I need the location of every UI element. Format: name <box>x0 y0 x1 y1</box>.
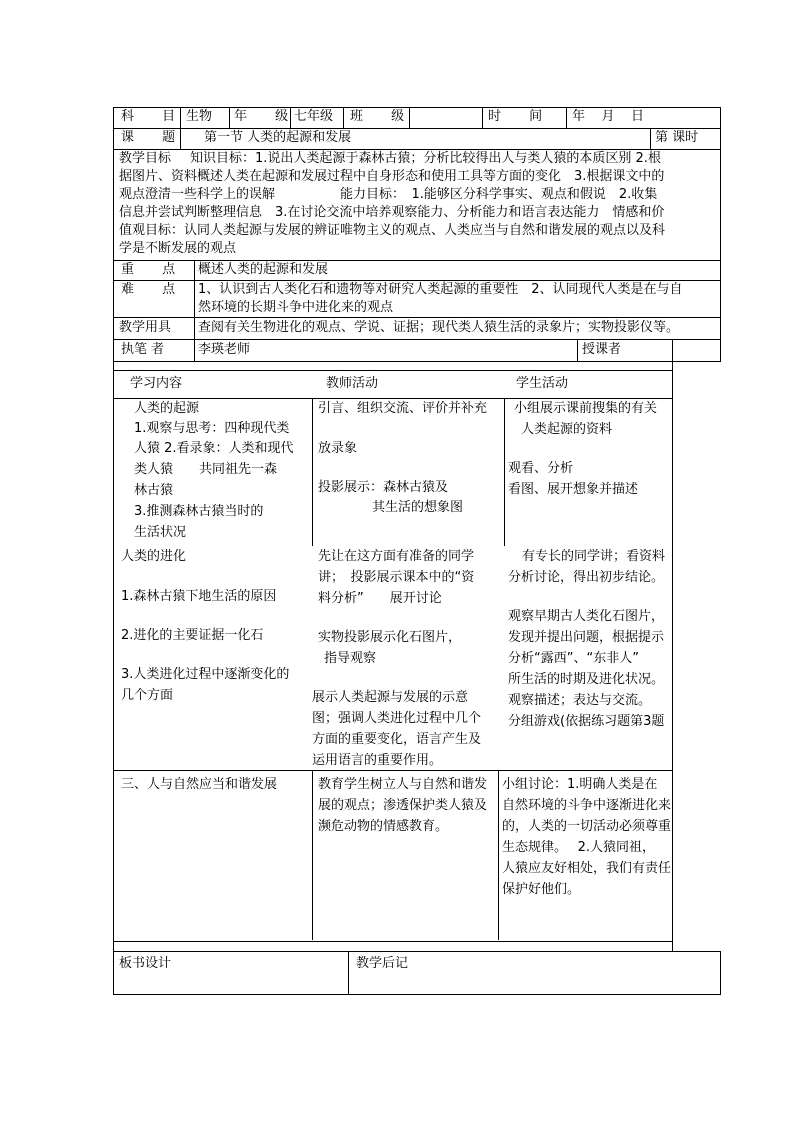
column-header-content: 学习内容 <box>130 376 183 391</box>
content-line: 人类的起源 <box>134 401 200 416</box>
teacher-activity-line: 料分析” 展开讨论 <box>318 591 442 606</box>
student-activity-line: 小组讨论：1.明确人类是在 <box>502 777 658 792</box>
table-line <box>343 107 344 128</box>
objectives-line: 信息并尝试判断整理信息 3.在讨论交流中培养观察能力、分析能力和语言表达能力 情感和价 <box>119 205 665 220</box>
table-line <box>650 128 651 149</box>
student-activity-line: 观察早期古人类化石图片， <box>508 609 665 624</box>
table-line <box>113 398 673 399</box>
teacher-activity-line: 实物投影展示化石图片， <box>318 630 462 645</box>
table-line <box>482 107 483 128</box>
table-line <box>348 951 349 995</box>
table-line <box>504 398 505 546</box>
objectives-line: 学是不断发展的观点 <box>119 241 237 256</box>
content-line: 人猿 2.看录象：人类和现代 <box>134 441 294 456</box>
teacher-activity-line: 讲； 投影展示课本中的“资 <box>318 570 475 585</box>
content-line: 3.人类进化过程中逐渐变化的 <box>121 667 290 682</box>
student-activity-line: 人猿应友好相处，我们有责任 <box>502 861 672 876</box>
objectives-line: 知识目标：1.说出人类起源于森林古猿；分析比较得出人与类人猿的本质区别 2.根 <box>190 151 661 166</box>
objectives-line: 值观目标：认同人类起源与发展的辨证唯物主义的观点、人类应当与自然和谐发展的观点以及科 <box>119 223 666 238</box>
student-activity-line: 的，人类的一切活动必须尊重 <box>502 819 672 834</box>
topic-label: 课 题 <box>121 130 188 145</box>
table-line <box>113 994 721 995</box>
content-line: 三、人与自然应当和谐发展 <box>121 777 278 792</box>
objectives-label: 教学目标 <box>119 151 172 166</box>
teacher-activity-line: 展的观点；渗透保护类人猿及 <box>318 798 488 813</box>
student-activity-line: 所生活的时期及进化状况。 <box>508 672 665 687</box>
table-line <box>577 339 578 361</box>
teacher-activity-line: 方面的重要变化，语言产生及 <box>312 732 482 747</box>
table-line <box>194 260 195 361</box>
teacher-activity-line: 引言、组织交流、评价并补充 <box>318 401 488 416</box>
teacher-activity-line: 投影展示：森林古猿及 <box>318 480 449 495</box>
student-activity-line: 自然环境的斗争中逐渐进化来 <box>502 798 672 813</box>
table-line <box>113 361 721 362</box>
grade-value: 七年级 <box>294 109 334 124</box>
materials-value: 查阅有关生物进化的观点、学说、证据；现代类人猿生活的录象片；实物投影仪等。 <box>198 320 680 335</box>
student-activity-line: 分析“露西”、“东非人” <box>508 651 639 666</box>
student-activity-line: 看图、展开想象并描述 <box>508 482 639 497</box>
teacher-activity-line: 运用语言的重要作用。 <box>312 753 443 768</box>
table-line <box>229 107 230 128</box>
teacher-activity-line: 图；强调人类进化过程中几个 <box>312 711 482 726</box>
table-line <box>113 107 114 995</box>
student-activity-line: 观察描述；表达与交流。 <box>508 693 652 708</box>
teacher-activity-line: 其生活的想象图 <box>372 500 464 515</box>
grade-label: 年 级 <box>234 109 301 124</box>
student-activity-line: 生态规律。 2.人猿同祖， <box>502 840 656 855</box>
objectives-line: 据图片、资料概述人类在起源和发展过程中自身形态和使用工具等方面的变化 3.根据课文中的 <box>119 169 665 184</box>
content-line: 几个方面 <box>121 688 174 703</box>
content-line: 2.进化的主要证据一化石 <box>121 628 264 643</box>
student-activity-line: 观看、分析 <box>508 461 574 476</box>
key-point-label: 重 点 <box>121 262 188 277</box>
reflection-label: 教学后记 <box>356 956 409 971</box>
table-line <box>113 370 673 371</box>
teacher-activity-line: 教育学生树立人与自然和谐发 <box>318 777 488 792</box>
date-text: 年 月 日 <box>572 109 645 124</box>
table-line <box>720 951 721 995</box>
difficulty-label: 难 点 <box>121 282 188 297</box>
writer-label: 执笔 者 <box>121 342 165 357</box>
table-line <box>312 398 313 546</box>
difficulty-line: 1、认识到古人类化石和遗物等对研究人类起源的重要性 2、认同现代人类是在与自 <box>198 282 683 297</box>
student-activity-line: 保护好他们。 <box>502 882 581 897</box>
key-point-value: 概述人类的起源和发展 <box>198 262 329 277</box>
teacher-activity-line: 指导观察 <box>324 651 377 666</box>
content-line: 生活状况 <box>134 525 187 540</box>
teacher-activity-line: 先让在这方面有准备的同学 <box>318 549 475 564</box>
board-design-label: 板书设计 <box>119 956 172 971</box>
teacher-activity-line: 展示人类起源与发展的示意 <box>312 690 469 705</box>
subject-value: 生物 <box>186 109 213 124</box>
subject-label: 科 目 <box>121 109 188 124</box>
table-line <box>113 951 721 952</box>
table-line <box>672 339 673 951</box>
teacher-activity-line: 放录象 <box>318 441 358 456</box>
table-line <box>113 317 721 318</box>
table-line <box>113 339 721 340</box>
content-line: 1.观察与思考：四种现代类 <box>134 421 290 436</box>
period-label: 第 课时 <box>655 130 699 145</box>
materials-label: 教学用具 <box>119 320 172 335</box>
student-activity-line: 有专长的同学讲；看资料 <box>522 549 666 564</box>
column-header-student: 学生活动 <box>516 376 569 391</box>
objectives-line: 观点澄清一些科学上的误解 能力目标： 1.能够区分科学事实、观点和假说 2.收集 <box>119 187 658 202</box>
teacher-label: 授课者 <box>582 342 622 357</box>
student-activity-line: 分组游戏(依据练习题第3题 <box>508 714 665 729</box>
student-activity-line: 发现并提出问题，根据提示 <box>508 630 665 645</box>
student-activity-line: 小组展示课前搜集的有关 <box>514 401 658 416</box>
content-line: 3.推测森林古猿当时的 <box>134 504 264 519</box>
student-activity-clip <box>500 540 672 768</box>
class-label: 班 级 <box>350 109 417 124</box>
table-line <box>312 770 313 940</box>
student-activity-clip <box>498 770 672 940</box>
content-line: 类人猿 共同祖先一森 <box>134 462 278 477</box>
student-activity-line: 分析讨论，得出初步结论。 <box>508 570 665 585</box>
table-line <box>113 941 673 942</box>
writer-value: 李瑛老师 <box>198 342 251 357</box>
student-activity-line: 人类起源的资料 <box>521 422 613 437</box>
content-line: 1.森林古猿下地生活的原因 <box>121 589 277 604</box>
teacher-activity-line: 濒危动物的情感教育。 <box>318 819 449 834</box>
topic-value: 第一节 人类的起源和发展 <box>204 130 352 145</box>
time-label: 时 间 <box>488 109 555 124</box>
content-line: 人类的进化 <box>121 549 187 564</box>
column-header-teacher: 教师活动 <box>326 376 379 391</box>
table-line <box>566 107 567 128</box>
table-line <box>720 107 721 361</box>
difficulty-line: 然环境的长期斗争中进化来的观点 <box>198 300 394 315</box>
content-line: 林古猿 <box>134 483 174 498</box>
